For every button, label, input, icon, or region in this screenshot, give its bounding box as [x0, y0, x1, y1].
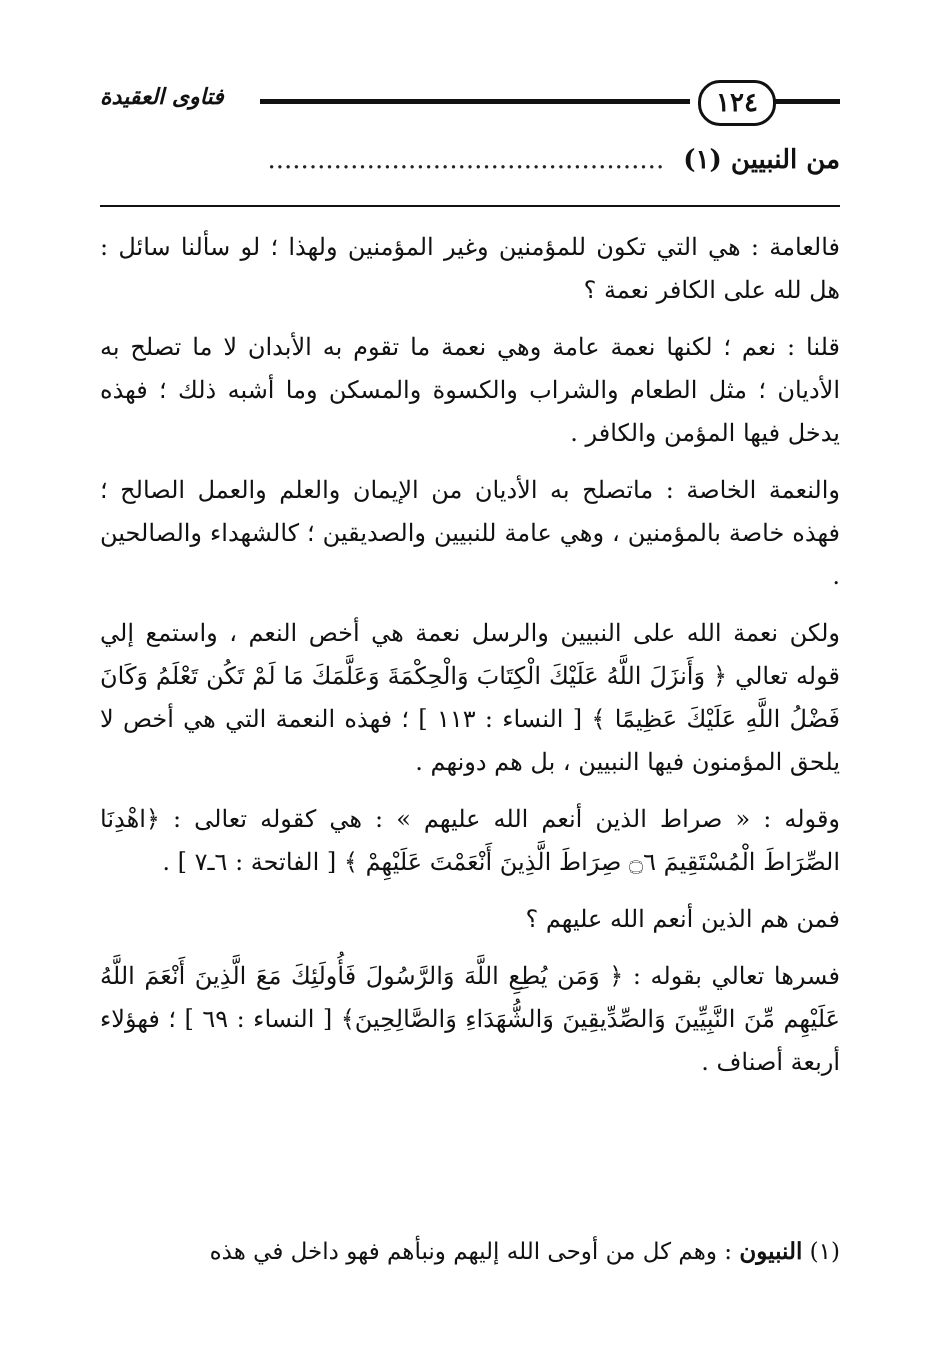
footnote-term: النبيون [739, 1238, 803, 1265]
paragraph-answer: قلنا : نعم ؛ لكنها نعمة عامة وهي نعمة ما تقوم به الأبدان لا ما تصلح به الأديان ؛ مثل الطعام والشراب والكسوة والمسكن وما أشبه ذلك ؛ فهذه يدخل فيها المؤمن والكافر . [100, 333, 840, 447]
header-rule-right [774, 99, 840, 104]
paragraph-four-categories: فسرها تعالي بقوله : ﴿ وَمَن يُطِعِ اللَّهَ وَالرَّسُولَ فَأُولَئِكَ مَعَ الَّذِينَ أَنْعَمَ اللَّهُ عَلَيْهِم مِّنَ النَّبِيِّينَ وَالصِّدِّيقِينَ وَالشُّهَدَاءِ وَالصَّالِحِينَ﴾ [ النساء : ٦٩ ] ؛ فهؤلاء أربعة أصناف . [100, 962, 840, 1076]
continuation-line [100, 140, 840, 180]
header-rule-middle [254, 99, 690, 104]
main-text [100, 226, 840, 1098]
page-number-badge: ١٢٤ [698, 80, 776, 126]
footnote [100, 1232, 840, 1272]
continuation-heading: من النبيين (١) [683, 145, 840, 175]
paragraph-question: فمن هم الذين أنعم الله عليهم ؟ [525, 905, 840, 933]
footnote-text: : وهم كل من أوحى الله إليهم ونبأهم فهو داخل في هذه [209, 1239, 733, 1265]
page-header [100, 76, 840, 126]
book-title: فتاوى العقيدة [100, 84, 260, 110]
leader-dots: ................................................ [267, 145, 665, 175]
footnote-marker: (١) [809, 1239, 840, 1265]
paragraph-prophets-blessing: ولكن نعمة الله على النبيين والرسل نعمة هي أخص النعم ، واستمع إلي قوله تعالي ﴿ وَأَنزَلَ اللَّهُ عَلَيْكَ الْكِتَابَ وَالْحِكْمَةَ وَعَلَّمَكَ مَا لَمْ تَكُن تَعْلَمُ وَكَانَ فَضْلُ اللَّهِ عَلَيْكَ عَظِيمًا ﴾ [ النساء : ١١٣ ] ؛ فهذه النعمة التي هي أخص لا يلحق المؤمنون فيها النبيين ، بل هم دونهم . [100, 619, 840, 776]
section-divider [100, 205, 840, 207]
paragraph-special-blessing: والنعمة الخاصة : ماتصلح به الأديان من الإيمان والعلم والعمل الصالح ؛ فهذه خاصة بالمؤمنين ، وهي عامة للنبيين والصديقين ؛ كالشهداء والصالحين . [100, 476, 840, 590]
paragraph-general-blessing: فالعامة : هي التي تكون للمؤمنين وغير المؤمنين ولهذا ؛ لو سألنا سائل : هل لله على الكافر نعمة ؟ [100, 233, 840, 304]
paragraph-fatiha: وقوله : « صراط الذين أنعم الله عليهم » : هي كقوله تعالى : ﴿اهْدِنَا الصِّرَاطَ الْمُسْتَقِيمَ ۝٦ صِرَاطَ الَّذِينَ أَنْعَمْتَ عَلَيْهِمْ ﴾ [ الفاتحة : ٦ـ٧ ] . [100, 805, 840, 876]
